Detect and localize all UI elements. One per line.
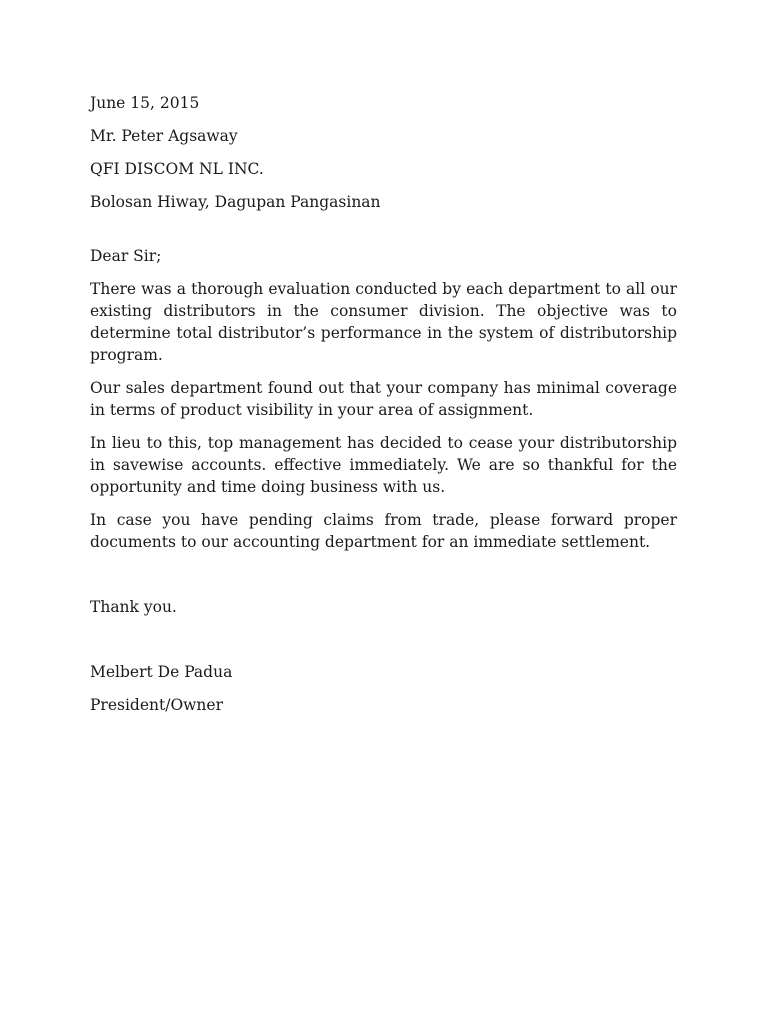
recipient-company: QFI DISCOM NL INC. bbox=[90, 160, 264, 178]
signature-name: Melbert De Padua bbox=[90, 663, 233, 681]
body-paragraph: Our sales department found out that your company has minimal coverage in terms of product visibility in your area of assignment. bbox=[90, 379, 677, 419]
body-paragraph: There was a thorough evaluation conducted by each department to all our existing distributors in the consumer division. The objective was to determine total distributor’s performance in the system of distributorship program. bbox=[90, 280, 677, 364]
body-paragraph: In case you have pending claims from trade, please forward proper documents to our accounting department for an immediate settlement. bbox=[90, 511, 677, 551]
letter bbox=[90, 92, 677, 727]
body-paragraph: In lieu to this, top management has decided to cease your distributorship in savewise accounts. effective immediately. We are so thankful for the opportunity and time doing business with us. bbox=[90, 434, 677, 496]
recipient-address: Bolosan Hiway, Dagupan Pangasinan bbox=[90, 193, 381, 211]
signature-title: President/Owner bbox=[90, 696, 223, 714]
closing: Thank you. bbox=[90, 598, 177, 616]
letter-date: June 15, 2015 bbox=[90, 94, 200, 112]
salutation: Dear Sir; bbox=[90, 247, 162, 265]
recipient-name: Mr. Peter Agsaway bbox=[90, 127, 238, 145]
